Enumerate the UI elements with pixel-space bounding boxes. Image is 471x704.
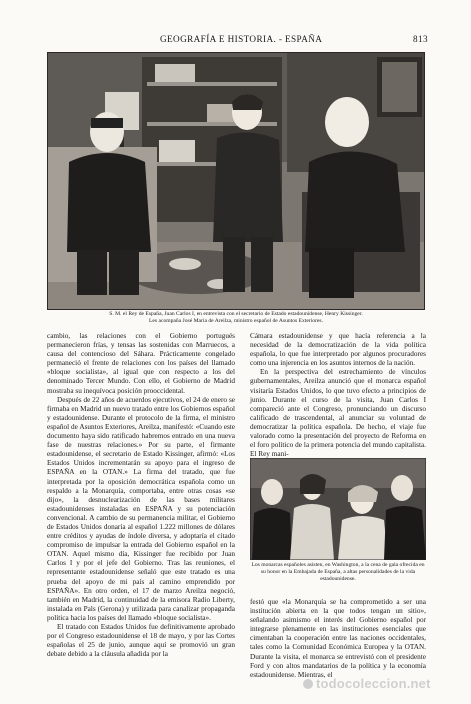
photo1-caption-line1: S. M. el Rey de España, Juan Carlos I, en entrevista con el secretario de Estado estadounidense, Henry Kissinger.	[109, 311, 363, 317]
photo1-caption	[47, 311, 425, 325]
watermark-text: todocoleccion.net	[316, 676, 431, 691]
page-number: 813	[413, 34, 428, 44]
right-paragraph: festó que «la Monarquía se ha comprometido a ser una institución abierta en la que todos tengan un sitio», señalando asimismo el interés del Gobierno español por integrarse plenamente en las instituciones esenciales que cimentaban la cooperación entre las naciones occidentales, tales como la Comunidad Económica Europea y la OTAN. Durante la visita, el monarca se entrevistó con el presidente Ford y con altos mandatarios de la política y la economía estadounidense. Mientras, el	[250, 598, 426, 679]
photo-washington-gala-dinner	[250, 458, 426, 560]
running-title: GEOGRAFÍA E HISTORIA. - ESPAÑA	[160, 34, 323, 44]
photo1-caption-line2: Les acompaña José María de Areilza, ministro español de Asuntos Exteriores.	[149, 318, 323, 324]
right-paragraph: Cámara estadounidense y que hacía referencia a la necesidad de la democratización de la vida política española, lo que fue interpretado por algunos procuradores como una injerencia en los asuntos internos de la nación.	[250, 332, 426, 368]
right-text-column-bottom	[250, 598, 426, 680]
left-text-column	[47, 332, 235, 659]
photo2-caption: Los monarcas españoles asisten, en Washington, a la cena de gala ofrecida en su honor en la Embajada de España, a altas personalidades de la vida estadounidense.	[251, 562, 425, 582]
right-paragraph: En la perspectiva del estrechamiento de vínculos gubernamentales, Areilza anunció que el monarca español visitaría Estados Unidos, lo que tuvo efecto a principios de junio. Durante el curso de la visita, Juan Carlos I compareció ante el Congreso, pronunciando un discurso calificado de trascendental, al anunciar su voluntad de democratizar la política española. De hecho, el viaje fue valorado como la presentación del proyecto de Reforma en el foro político de la primera potencia del mundo capitalista. El Rey mani-	[250, 368, 426, 459]
right-text-column-top	[250, 332, 426, 459]
watermark	[303, 676, 471, 696]
left-paragraph: cambio, las relaciones con el Gobierno portugués permanecieron frías, y tensas las sostenidas con Marruecos, a causa del contencioso del Sáhara. Prácticamente congelado permaneció el frente de relaciones con los países del llamado «bloque socialista», al igual que con respecto a los del denominado Tercer Mundo. Con ello, el Gobierno de Madrid mostraba su inequívoca posición prooccidental.	[47, 332, 235, 395]
photo-king-kissinger-areilza	[47, 52, 425, 310]
left-paragraph: El tratado con Estados Unidos fue definitivamente aprobado por el Congreso estadounidense el 18 de mayo, y por las Cortes españolas el 25 de junio, aunque aquí se promovió un gran debate debido a la cláusula añadida por la	[47, 623, 235, 659]
watermark-logo-icon	[303, 679, 313, 689]
left-paragraph: Después de 22 años de acuerdos ejecutivos, el 24 de enero se firmaba en Madrid un nuevo tratado entre los Gobiernos español y estadounidense. Durante el protocolo de la firma, el ministro español de Asuntos Exteriores, Areilza, manifestó: «Cuando este documento haya sido ratificado habremos entrado en una nueva fase de nuestras relaciones.» Por su parte, el firmante estadounidense, el secretario de Estado Kissinger, afirmó: «Los Estados Unidos incrementarán su apoyo para el ingreso de ESPAÑA en la OTAN.» La firma del tratado, que fue interpretada por la oposición democrática española como un respaldo a la Monarquía, comportaba, entre otras cosas «se dijo», la desnuclearización de las bases militares estadounidenses instaladas en ESPAÑA y su potenciación convencional. A cambio de su permanencia militar, el Gobierno de Estados Unidos donaría al español 1.222 millones de dólares entre créditos y ayudas de índole diversa, y adoptaría el citado compromiso de impulsar la entrada del Gobierno español en la OTAN. Aquel mismo día, Kissinger fue recibido por Juan Carlos I y por el jefe del Gobierno. Tras las reuniones, el representante estadounidense señaló que este tratado es una prueba del apoyo de mi país al camino emprendido por ESPAÑA». En otro orden, el 17 de marzo Areilza negoció, también en Madrid, la continuidad de la emisora Radio Liberty, instalada en Pals (Gerona) y utilizada para canalizar propaganda política hacia los países del llamado «bloque socialista».	[47, 395, 235, 622]
